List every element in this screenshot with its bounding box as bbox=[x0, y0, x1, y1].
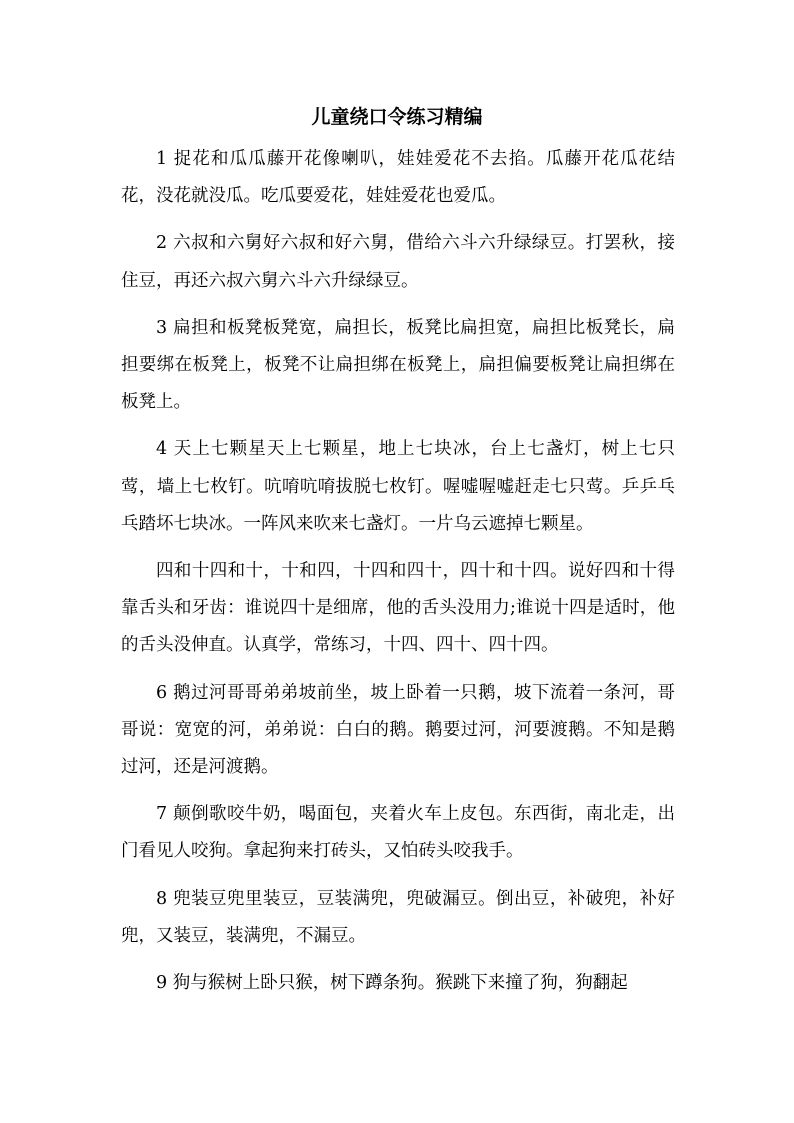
paragraph-5: 四和十四和十，十和四，十四和四十，四十和十四。说好四和十得靠舌头和牙齿：谁说四十是细席，他的舌头没用力;谁说十四是适时，他的舌头没伸直。认真学，常练习，十四、四十、四十四。 bbox=[121, 561, 675, 656]
paragraph-1: 1 捉花和瓜瓜藤开花像喇叭，娃娃爱花不去掐。瓜藤开花瓜花结花，没花就没瓜。吃瓜要爱花，娃娃爱花也爱瓜。 bbox=[121, 149, 675, 207]
paragraph-9: 9 狗与猴树上卧只猴，树下蹲条狗。猴跳下来撞了狗，狗翻起 bbox=[156, 973, 628, 994]
paragraph-3: 3 扁担和板凳板凳宽，扁担长，板凳比扁担宽，扁担比板凳长，扁担要绑在板凳上，板凳不让扁担绑在板凳上，扁担偏要板凳让扁担绑在板凳上。 bbox=[121, 317, 675, 413]
document-body bbox=[121, 141, 675, 1012]
paragraph-4: 4 天上七颗星天上七颗星，地上七块冰，台上七盏灯，树上七只莺，墙上七枚钉。吭唷吭唷拔脱七枚钉。喔嘘喔嘘赶走七只莺。乒乒乓乓踏坏七块冰。一阵风来吹来七盏灯。一片乌云遮掉七颗星。 bbox=[121, 439, 675, 534]
paragraph-7: 7 颠倒歌咬牛奶，喝面包，夹着火车上皮包。东西街，南北走，出门看见人咬狗。拿起狗来打砖头，又怕砖头咬我手。 bbox=[121, 804, 675, 862]
document-title: 儿童绕口令练习精编 bbox=[311, 106, 483, 128]
paragraph-6: 6 鹅过河哥哥弟弟坡前坐，坡上卧着一只鹅，坡下流着一条河，哥哥说：宽宽的河，弟弟说：白白的鹅。鹅要过河，河要渡鹅。不知是鹅过河，还是河渡鹅。 bbox=[121, 682, 675, 778]
paragraph-2: 2 六叔和六舅好六叔和好六舅，借给六斗六升绿绿豆。打罢秋，接住豆，再还六叔六舅六斗六升绿绿豆。 bbox=[121, 233, 675, 291]
paragraph-8: 8 兜装豆兜里装豆，豆装满兜，兜破漏豆。倒出豆，补破兜，补好兜，又装豆，装满兜，不漏豆。 bbox=[121, 888, 675, 946]
